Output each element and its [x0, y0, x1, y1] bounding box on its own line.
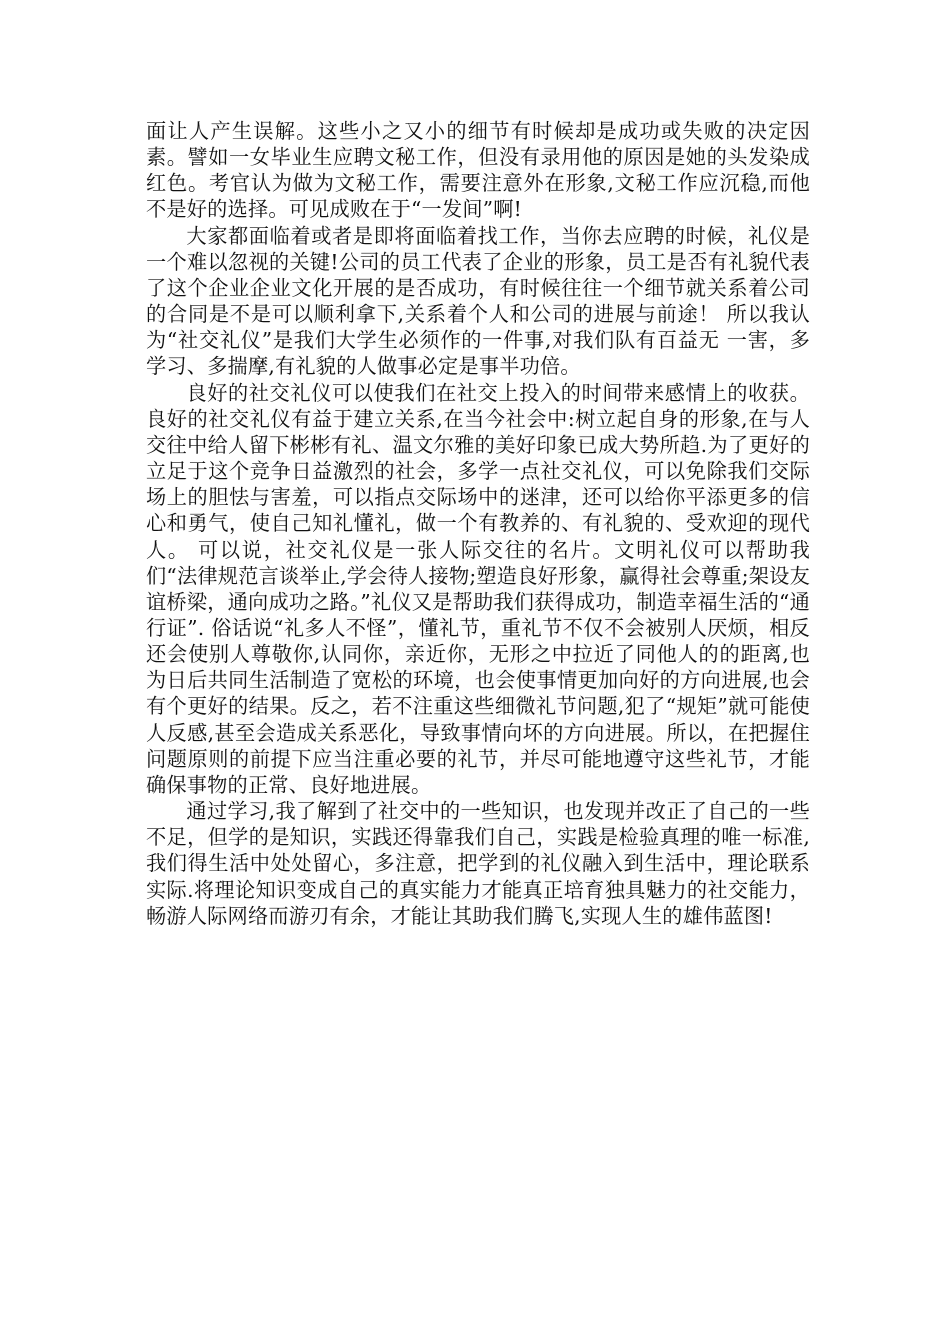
paragraph-conclusion: 通过学习,我了解到了社交中的一些知识，也发现并改正了自己的一些不足，但学的是知识，实践还得靠我们自己，实践是检验真理的唯一标准,我们得生活中处处留心，多注意，把学到的礼仪融入到生活中，理论联系实际.将理论知识变成自己的真实能力才能真正培育独具魅力的社交能力，畅游人际网络而游刃有余，才能让其助我们腾飞,实现人生的雄伟蓝图! — [146, 799, 810, 928]
paragraph-benefits-of-etiquette: 良好的社交礼仪可以使我们在社交上投入的时间带来感情上的收获。良好的社交礼仪有益于建立关系,在当今社会中:树立起自身的形象,在与人交往中给人留下彬彬有礼、温文尔雅的美好印象已成大势所趋.为了更好的立足于这个竞争日益激烈的社会，多学一点社交礼仪，可以免除我们交际场上的胆怯与害羞，可以指点交际场中的迷津，还可以给你平添更多的信心和勇气，使自己知礼懂礼，做一个有教养的、有礼貌的、受欢迎的现代人。 可以说，社交礼仪是一张人际交往的名片。文明礼仪可以帮助我们“法律规范言谈举止,学会待人接物;塑造良好形象，赢得社会尊重;架设友谊桥梁，通向成功之路。”礼仪又是帮助我们获得成功，制造幸福生活的“通行证”. 俗话说“礼多人不怪”，懂礼节，重礼节不仅不会被别人厌烦，相反还会使别人尊敬你,认同你，亲近你，无形之中拉近了同他人的的距离,也为日后共同生活制造了宽松的环境，也会使事情更加向好的方向进展,也会有个更好的结果。反之，若不注重这些细微礼节问题,犯了“规矩”就可能使人反感,甚至会造成关系恶化，导致事情向坏的方向进展。所以，在把握住问题原则的前提下应当注重必要的礼节，并尽可能地遵守这些礼节，才能确保事物的正常、良好地进展。 — [146, 380, 810, 797]
paragraph-job-interview-etiquette: 大家都面临着或者是即将面临着找工作，当你去应聘的时候，礼仪是一个难以忽视的关键!公司的员工代表了企业的形象，员工是否有礼貌代表了这个企业企业文化开展的是否成功，有时候往往一个细节就关系着公司的合同是不是可以顺利拿下,关系着个人和公司的进展与前途！ 所以我认为“社交礼仪”是我们大学生必须作的一件事,对我们队有百益无 一害，多学习、多揣摩,有礼貌的人做事必定是事半功倍。 — [146, 223, 810, 379]
document-body — [146, 118, 810, 929]
paragraph-continuation: 面让人产生误解。这些小之又小的细节有时候却是成功或失败的决定因素。譬如一女毕业生应聘文秘工作，但没有录用他的原因是她的头发染成红色。考官认为做为文秘工作，需要注意外在形象,文秘工作应沉稳,而他不是好的选择。可见成败在于“一发间”啊! — [146, 119, 810, 222]
